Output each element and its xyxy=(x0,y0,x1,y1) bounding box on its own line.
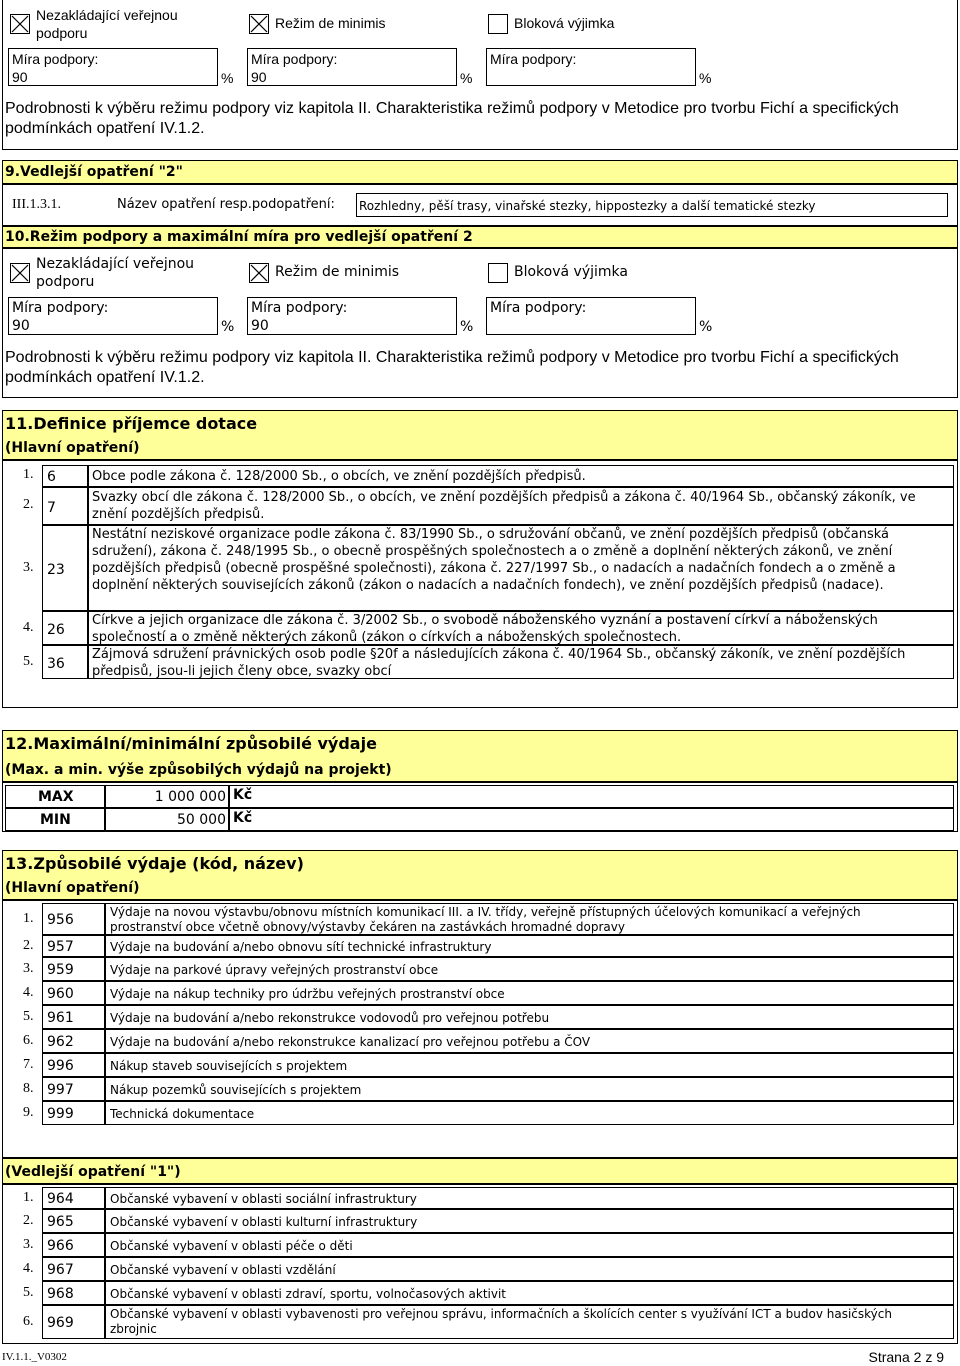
recipient-code-cell xyxy=(42,645,88,679)
expenditure-num: 3. xyxy=(23,1237,34,1252)
expenditure-num: 4. xyxy=(23,1261,34,1276)
expenditure-num: 1. xyxy=(23,911,34,926)
expenditure-code: 966 xyxy=(47,1238,74,1254)
expenditure-text: Občanské vybavení v oblasti vzdělání xyxy=(110,1262,336,1277)
expenditure-num: 5. xyxy=(23,1009,34,1024)
recipient-code: 6 xyxy=(47,469,56,485)
section-13-title: 13.Způsobilé výdaje (kód, název) xyxy=(5,854,304,873)
recipient-code-cell xyxy=(42,465,88,487)
checked-cross-icon xyxy=(250,264,268,282)
section-13-header xyxy=(2,850,958,900)
expenditure-code-cell xyxy=(42,1257,105,1281)
support-detail-text: Podrobnosti k výběru režimu podpory viz kapitola II. Charakteristika režimů podpory v Metodice pro tvorbu Fichí a specifických podmínkách opatření IV.1.2. xyxy=(5,100,899,137)
rate-input-nezakladajici-2[interactable] xyxy=(8,297,218,335)
expenditure-text-cell xyxy=(105,1101,954,1125)
expenditure-text: Výdaje na budování a/nebo obnovu sítí technické infrastruktury xyxy=(110,939,492,954)
expenditure-code: 996 xyxy=(47,1058,74,1074)
label-nezakladajici: Nezakládající veřejnou podporu xyxy=(36,7,178,41)
max-label: MAX xyxy=(38,789,74,805)
expenditure-code-cell xyxy=(42,1209,105,1233)
rate-input-de-minimis[interactable] xyxy=(247,48,457,86)
expenditure-num: 5. xyxy=(23,1285,34,1300)
expenditure-text: Nákup pozemků souvisejících s projektem xyxy=(110,1082,362,1097)
recipient-code-cell xyxy=(42,487,88,525)
expenditure-text: Výdaje na budování a/nebo rekonstrukce kanalizací pro veřejnou potřebu a ČOV xyxy=(110,1034,591,1049)
label-nezakladajici-2: Nezakládající veřejnou podporu xyxy=(36,256,195,290)
recipient-code-cell xyxy=(42,611,88,645)
expenditure-num: 9. xyxy=(23,1105,34,1120)
expenditure-text-cell xyxy=(105,1209,954,1233)
percent-sign: % xyxy=(221,70,234,86)
expenditure-text-cell xyxy=(105,1005,954,1029)
expenditure-num: 1. xyxy=(23,1190,34,1205)
expenditure-text: Občanské vybavení v oblasti vybavenosti pro veřejnou správu, informačních a školících center s využívání ICT a budov hasičských zbrojnic xyxy=(110,1307,892,1336)
label-de-minimis: Režim de minimis xyxy=(275,15,386,31)
expenditure-text: Nákup staveb souvisejících s projektem xyxy=(110,1058,348,1073)
expenditure-code: 997 xyxy=(47,1082,74,1098)
checked-cross-icon xyxy=(250,15,268,33)
rate-value: 90 xyxy=(251,318,269,334)
expenditure-code-cell xyxy=(42,1305,105,1339)
expenditure-text: Občanské vybavení v oblasti péče o děti xyxy=(110,1238,353,1253)
expenditure-text: Občanské vybavení v oblasti zdraví, sportu, volnočasových aktivit xyxy=(110,1286,506,1301)
expenditure-text: Výdaje na novou výstavbu/obnovu místních komunikací III. a IV. třídy, veřejně přístupných účelových komunikací a veřejných prostranství obce včetně obnovy/výstavby čekáren na zastávkách hromadné dopravy xyxy=(110,905,861,934)
expenditure-text: Občanské vybavení v oblasti sociální infrastruktury xyxy=(110,1191,417,1206)
rate-label: Míra podpory: xyxy=(490,300,587,316)
checkbox-blokova-2[interactable] xyxy=(488,263,508,283)
checked-cross-icon xyxy=(11,264,29,282)
expenditure-code-cell xyxy=(42,981,105,1005)
recipient-num: 5. xyxy=(23,654,34,669)
rate-input-nezakladajici[interactable] xyxy=(8,48,218,86)
section-11-title: 11.Definice příjemce dotace xyxy=(5,414,258,433)
expenditure-code: 999 xyxy=(47,1106,74,1122)
expenditure-text-cell xyxy=(105,957,954,981)
expenditure-text-cell xyxy=(105,981,954,1005)
expenditure-code: 962 xyxy=(47,1034,74,1050)
expenditure-num: 2. xyxy=(23,1213,34,1228)
measure-name-label: Název opatření resp.podopatření: xyxy=(117,197,335,212)
expenditure-code-cell xyxy=(42,1281,105,1305)
rate-label: Míra podpory: xyxy=(251,300,348,316)
checkbox-nezakladajici[interactable] xyxy=(10,14,30,34)
recipient-num: 2. xyxy=(23,497,34,512)
expenditure-num: 8. xyxy=(23,1081,34,1096)
expenditure-code-cell xyxy=(42,1053,105,1077)
recipient-text-cell xyxy=(88,465,954,487)
recipient-text: Církve a jejich organizace dle zákona č. 3/2002 Sb., o svobodě náboženského vyznání a postavení církví a náboženských společností a o změně některých zákonů (zákon o církvích a náboženských společnostech. xyxy=(92,613,878,645)
rate-label: Míra podpory: xyxy=(251,51,338,67)
percent-sign: % xyxy=(460,70,473,86)
section-10-header xyxy=(2,226,958,248)
expenditure-text-cell xyxy=(105,935,954,957)
expenditure-code: 957 xyxy=(47,939,74,955)
measure-name-field[interactable] xyxy=(356,193,948,217)
recipient-code: 23 xyxy=(47,562,65,578)
expenditure-text-cell xyxy=(105,1077,954,1101)
max-currency: Kč xyxy=(233,787,253,803)
expenditure-text-cell xyxy=(105,903,954,935)
section-10-title: 10.Režim podpory a maximální míra pro vedlejší opatření 2 xyxy=(5,229,473,245)
expenditure-text: Občanské vybavení v oblasti kulturní infrastruktury xyxy=(110,1214,418,1229)
checkbox-blokova[interactable] xyxy=(488,14,508,34)
expenditure-code: 969 xyxy=(47,1315,74,1331)
expenditure-num: 6. xyxy=(23,1033,34,1048)
expenditure-text-cell xyxy=(105,1187,954,1209)
expenditure-code: 959 xyxy=(47,962,74,978)
section-9-header xyxy=(2,160,958,184)
expenditure-num: 4. xyxy=(23,985,34,1000)
recipient-num: 1. xyxy=(23,467,34,482)
rate-value: 90 xyxy=(12,318,30,334)
expenditure-text-cell xyxy=(105,1233,954,1257)
rate-input-blokova[interactable] xyxy=(486,48,696,86)
recipient-num: 3. xyxy=(23,560,34,575)
section-9-title: 9.Vedlejší opatření "2" xyxy=(5,164,183,180)
expenditure-code: 956 xyxy=(47,912,74,928)
expenditure-text: Výdaje na parkové úpravy veřejných prostranství obce xyxy=(110,962,439,977)
checkbox-de-minimis[interactable] xyxy=(249,14,269,34)
min-value: 50 000 xyxy=(177,812,226,828)
expenditure-text-cell xyxy=(105,1053,954,1077)
min-currency: Kč xyxy=(233,810,253,826)
recipient-text-cell xyxy=(88,611,954,645)
support-detail-text-2: Podrobnosti k výběru režimu podpory viz kapitola II. Charakteristika režimů podpory v Metodice pro tvorbu Fichí a specifických podmínkách opatření IV.1.2. xyxy=(5,349,899,386)
expenditure-text-cell xyxy=(105,1257,954,1281)
rate-value: 90 xyxy=(12,69,28,85)
footer-page: Strana 2 z 9 xyxy=(868,1349,944,1365)
section-13-subtitle-2: (Vedlejší opatření "1") xyxy=(5,1164,181,1180)
percent-sign: % xyxy=(221,319,235,335)
expenditure-text: Výdaje na nákup techniky pro údržbu veřejných prostranství obce xyxy=(110,986,505,1001)
rate-label: Míra podpory: xyxy=(12,51,99,67)
footer-doc-id: IV.1.1._V0302 xyxy=(2,1351,67,1363)
expenditure-code: 960 xyxy=(47,986,74,1002)
percent-sign: % xyxy=(460,319,474,335)
expenditure-num: 7. xyxy=(23,1057,34,1072)
recipient-text-cell xyxy=(88,487,954,525)
section-12-subtitle: (Max. a min. výše způsobilých výdajů na projekt) xyxy=(5,762,392,778)
recipient-code-cell xyxy=(42,525,88,611)
expenditure-code-cell xyxy=(42,1233,105,1257)
recipient-code: 36 xyxy=(47,656,65,672)
expenditure-code-cell xyxy=(42,903,105,935)
section-13-subheader xyxy=(2,1158,958,1184)
section-13-subtitle: (Hlavní opatření) xyxy=(5,880,140,896)
recipient-code: 7 xyxy=(47,500,56,516)
min-currency-cell xyxy=(229,808,954,831)
measure-code: III.1.3.1. xyxy=(12,197,61,212)
label-blokova: Bloková výjimka xyxy=(514,15,615,31)
rate-input-blokova-2[interactable] xyxy=(486,297,696,335)
expenditure-text-cell xyxy=(105,1305,954,1339)
checked-cross-icon xyxy=(11,15,29,33)
label-blokova-2: Bloková výjimka xyxy=(514,264,628,280)
expenditure-num: 3. xyxy=(23,961,34,976)
percent-sign: % xyxy=(699,70,712,86)
recipient-num: 4. xyxy=(23,620,34,635)
section-12-header xyxy=(2,730,958,782)
max-currency-cell xyxy=(229,785,954,808)
min-label-cell xyxy=(5,808,105,831)
expenditure-code: 965 xyxy=(47,1214,74,1230)
min-label: MIN xyxy=(40,812,71,828)
expenditure-text-cell xyxy=(105,1281,954,1305)
expenditure-code: 967 xyxy=(47,1262,74,1278)
rate-value: 90 xyxy=(251,69,267,85)
measure-name-value: Rozhledny, pěší trasy, vinařské stezky, hippostezky a další tematické stezky xyxy=(359,199,816,213)
expenditure-text: Technická dokumentace xyxy=(110,1106,255,1121)
expenditure-code-cell xyxy=(42,1101,105,1125)
expenditure-code-cell xyxy=(42,935,105,957)
recipient-text-cell xyxy=(88,645,954,679)
expenditure-num: 6. xyxy=(23,1314,34,1329)
expenditure-text: Výdaje na budování a/nebo rekonstrukce vodovodů pro veřejnou potřebu xyxy=(110,1010,550,1025)
expenditure-code: 964 xyxy=(47,1191,74,1207)
expenditure-code-cell xyxy=(42,1029,105,1053)
recipient-text: Nestátní neziskové organizace podle zákona č. 83/1990 Sb., o sdružování občanů, ve znění pozdějších předpisů (občanská sdružení), zákona č. 248/1995 Sb., o obecně prospěšných společnostech a o změně a doplnění některých zákonů, ve znění pozdějších předpisů (obecně prospěšné společnosti), zákona č. 227/1997 Sb., o nadacích a nadačních fondech a o změně a doplnění některých souvisejících zákonů (zákon o nadacích a nadačních fondech), ve znění pozdějších předpisů (nadace). xyxy=(92,527,896,593)
expenditure-num: 2. xyxy=(23,938,34,953)
expenditure-code-cell xyxy=(42,957,105,981)
expenditure-code-cell xyxy=(42,1187,105,1209)
section-11-header xyxy=(2,410,958,460)
expenditure-code: 968 xyxy=(47,1286,74,1302)
expenditure-code: 961 xyxy=(47,1010,74,1026)
checkbox-nezakladajici-2[interactable] xyxy=(10,263,30,283)
recipient-text: Obce podle zákona č. 128/2000 Sb., o obcích, ve znění pozdějších předpisů. xyxy=(92,469,586,484)
rate-label: Míra podpory: xyxy=(490,51,577,67)
recipient-text-cell xyxy=(88,525,954,611)
label-de-minimis-2: Režim de minimis xyxy=(275,264,400,280)
section-11-subtitle: (Hlavní opatření) xyxy=(5,440,140,456)
rate-label: Míra podpory: xyxy=(12,300,109,316)
rate-input-de-minimis-2[interactable] xyxy=(247,297,457,335)
section-12-title: 12.Maximální/minimální způsobilé výdaje xyxy=(5,734,377,753)
percent-sign: % xyxy=(699,319,713,335)
max-value-field[interactable] xyxy=(105,785,229,808)
max-value: 1 000 000 xyxy=(154,789,226,805)
recipient-text: Zájmová sdružení právnických osob podle §20f a následujících zákona č. 40/1964 Sb., občanský zákoník, ve znění pozdějších předpisů, jsou-li jejich členy obce, svazky obcí xyxy=(92,647,906,679)
expenditure-code-cell xyxy=(42,1005,105,1029)
min-value-field[interactable] xyxy=(105,808,229,831)
max-label-cell xyxy=(5,785,105,808)
expenditure-code-cell xyxy=(42,1077,105,1101)
checkbox-de-minimis-2[interactable] xyxy=(249,263,269,283)
recipient-code: 26 xyxy=(47,622,65,638)
expenditure-text-cell xyxy=(105,1029,954,1053)
recipient-text: Svazky obcí dle zákona č. 128/2000 Sb., o obcích, ve znění pozdějších předpisů a zákona č. 40/1964 Sb., občanský zákoník, ve znění pozdějších předpisů. xyxy=(92,490,916,522)
